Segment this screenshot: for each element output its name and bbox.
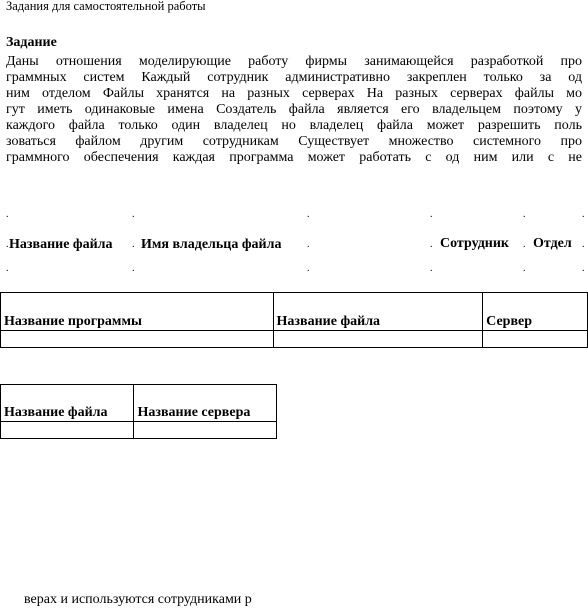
table-row	[1, 313, 588, 331]
paragraph-line: граммных систем Каждый сотрудник административно закреплен только за од	[6, 70, 582, 85]
corner-dot: .	[582, 209, 585, 220]
table-row	[1, 385, 277, 405]
table-cell	[1, 422, 134, 439]
table-row	[1, 422, 277, 439]
table-cell	[134, 422, 277, 439]
table-cell	[1, 293, 274, 314]
table-row	[1, 293, 588, 314]
corner-dot: .	[307, 239, 310, 250]
column-header: Название программы	[1, 313, 274, 331]
corner-dot: .	[6, 209, 9, 220]
table-cell	[1, 385, 134, 405]
corner-dot: .	[523, 209, 526, 220]
column-header: Название файла	[1, 404, 134, 422]
task-paragraph	[6, 54, 582, 166]
corner-dot: .	[430, 209, 433, 220]
table-row	[1, 404, 277, 422]
table-cell	[483, 293, 588, 314]
corner-dot: .	[132, 209, 135, 220]
corner-dot: .	[430, 263, 433, 274]
column-header: Название файла	[273, 313, 483, 331]
table-cell	[483, 331, 588, 348]
corner-dot: .	[582, 239, 585, 250]
corner-dot: .	[132, 263, 135, 274]
paragraph-line: зоваться файлом другим сотрудникам Существует множество системного про	[6, 134, 582, 149]
paragraph-line: Даны отношения моделирующие работу фирмы занимающейся разработкой про	[6, 54, 582, 69]
corner-dot: .	[523, 239, 526, 250]
table-cell	[1, 331, 274, 348]
table-cell	[134, 385, 277, 405]
corner-dot: .	[6, 239, 9, 250]
paragraph-line: граммного обеспечения каждая программа может работать с од ним или с не	[6, 150, 582, 165]
column-header: Сотрудник	[440, 236, 509, 251]
column-header: Название сервера	[134, 404, 277, 422]
task-heading: Задание	[6, 35, 57, 50]
corner-dot: .	[430, 239, 433, 250]
table-cell	[273, 293, 483, 314]
corner-dot: .	[6, 263, 9, 274]
column-header: Имя владельца файла	[141, 237, 282, 252]
column-header: Сервер	[483, 313, 588, 331]
corner-dot: .	[307, 263, 310, 274]
table-row	[1, 331, 588, 348]
continuation-text: верах и используются сотрудниками р	[24, 592, 252, 607]
corner-dot: .	[582, 263, 585, 274]
relation-programs	[0, 292, 588, 348]
paragraph-line: ним отделом Файлы хранятся на разных серверах На разных серверах файлы мо	[6, 86, 582, 101]
paragraph-line: гут иметь одинаковые имена Создатель файла является его владельцем поэтому у	[6, 102, 582, 117]
corner-dot: .	[132, 239, 135, 250]
corner-dot: .	[307, 209, 310, 220]
table-cell	[273, 331, 483, 348]
relation-file-servers	[0, 384, 277, 439]
page-header: Задания для самостоятельной работы	[6, 0, 206, 13]
column-header: Название файла	[9, 237, 113, 252]
corner-dot: .	[523, 263, 526, 274]
column-header: Отдел	[533, 236, 572, 251]
paragraph-line: каждого файла только один владелец но владелец файла может разрешить поль	[6, 118, 582, 133]
